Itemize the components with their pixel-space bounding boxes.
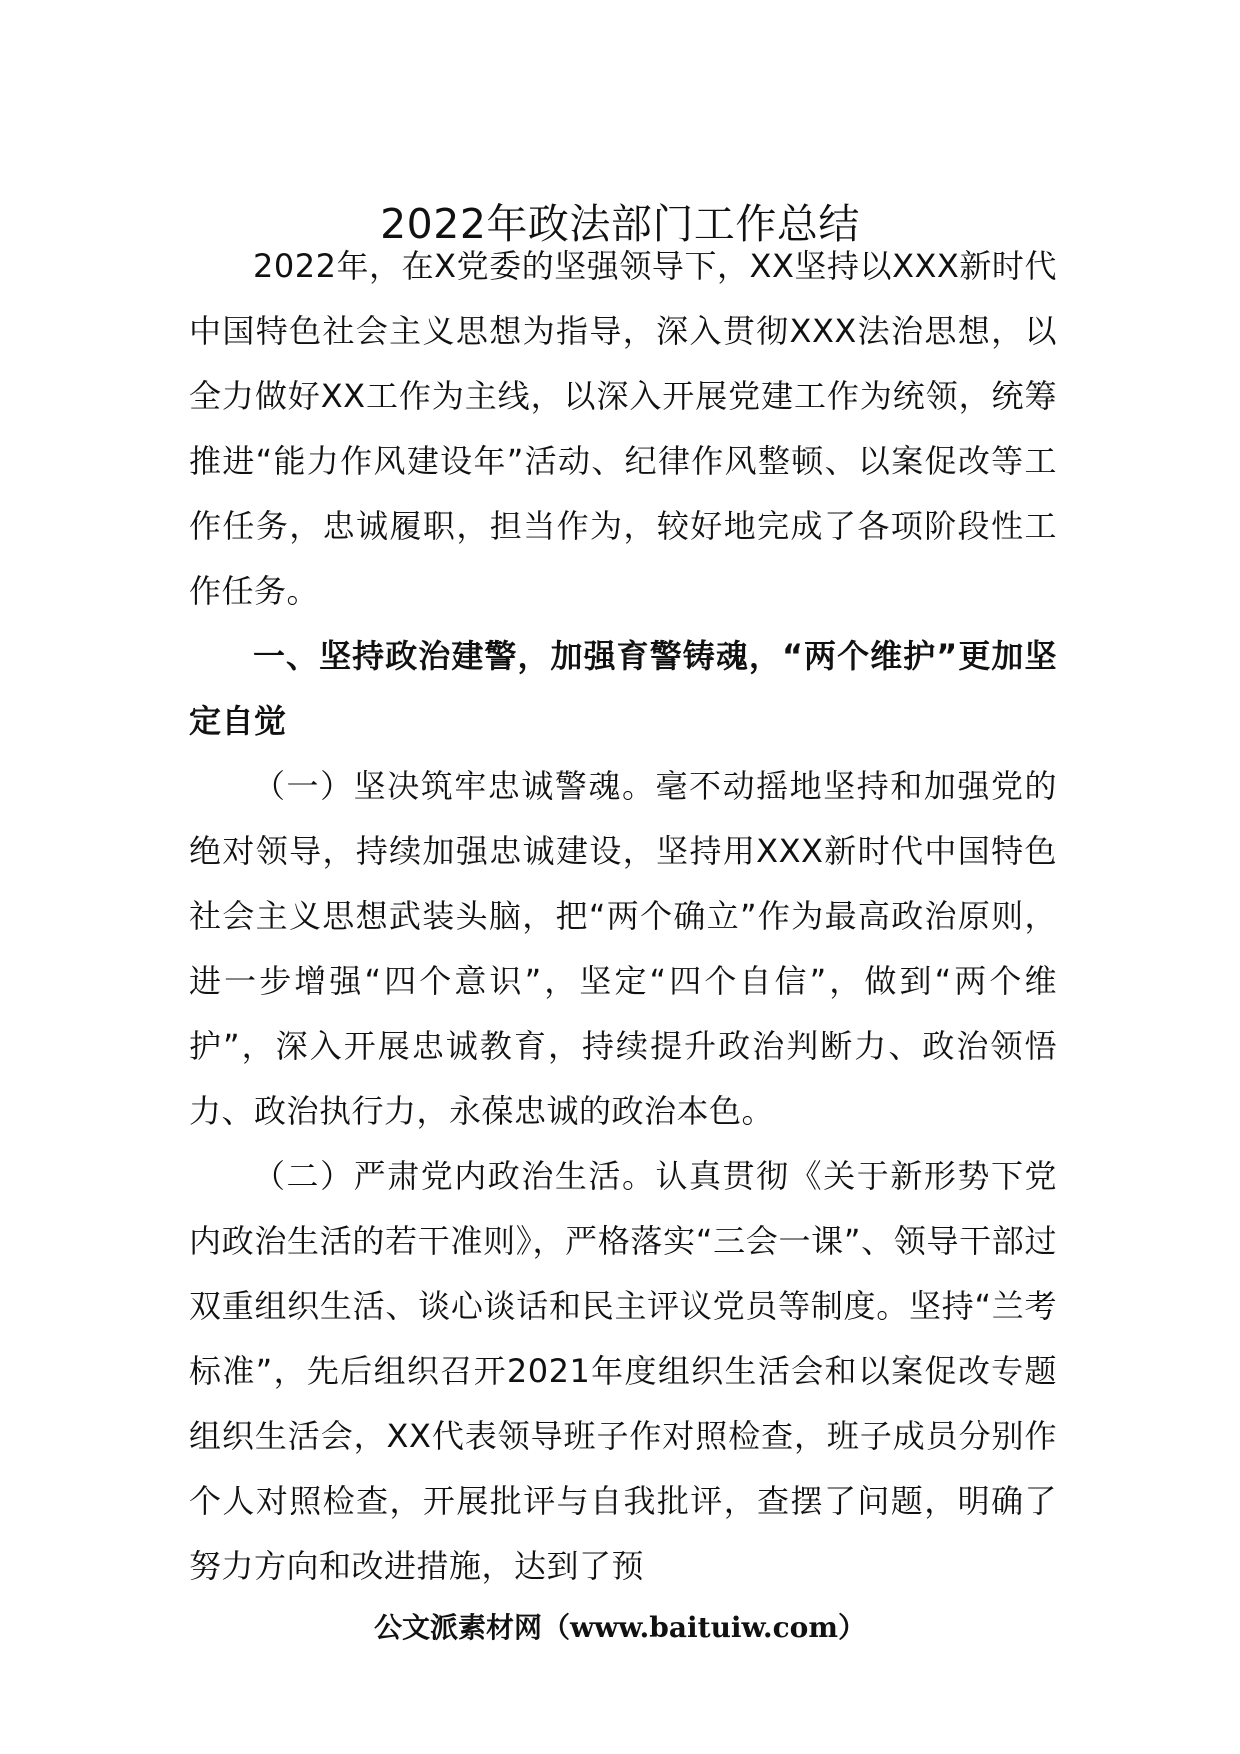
footer-watermark: 公文派素材网（www.baituiw.com）	[374, 1611, 866, 1644]
subsection-paragraph-1: （一）坚决筑牢忠诚警魂。毫不动摇地坚持和加强党的绝对领导，持续加强忠诚建设，坚持用XXX新时代中国特色社会主义思想武装头脑，把“两个确立”作为最高政治原则，进一步增强“四个意识”，坚定“四个自信”，做到“两个维护”，深入开展忠诚教育，持续提升政治判断力、政治领悟力、政治执行力，永葆忠诚的政治本色。	[189, 767, 1057, 1130]
section-heading-1: 一、坚持政治建警，加强育警铸魂，“两个维护”更加坚定自觉	[189, 637, 1057, 740]
subsection-paragraph-2: （二）严肃党内政治生活。认真贯彻《关于新形势下党内政治生活的若干准则》，严格落实“三会一课”、领导干部过双重组织生活、谈心谈话和民主评议党员等制度。坚持“兰考标准”，先后组织召开2021年度组织生活会和以案促改专题组织生活会，XX代表领导班子作对照检查，班子成员分别作个人对照检查，开展批评与自我批评，查摆了问题，明确了努力方向和改进措施，达到了预	[189, 1157, 1057, 1585]
intro-paragraph: 2022年，在X党委的坚强领导下，XX坚持以XXX新时代中国特色社会主义思想为指导，深入贯彻XXX法治思想，以全力做好XX工作为主线，以深入开展党建工作为统领，统筹推进“能力作风建设年”活动、纪律作风整顿、以案促改等工作任务，忠诚履职，担当作为，较好地完成了各项阶段性工作任务。	[189, 247, 1057, 610]
document-title: 2022年政法部门工作总结	[380, 200, 860, 249]
document-body	[189, 234, 1057, 1599]
